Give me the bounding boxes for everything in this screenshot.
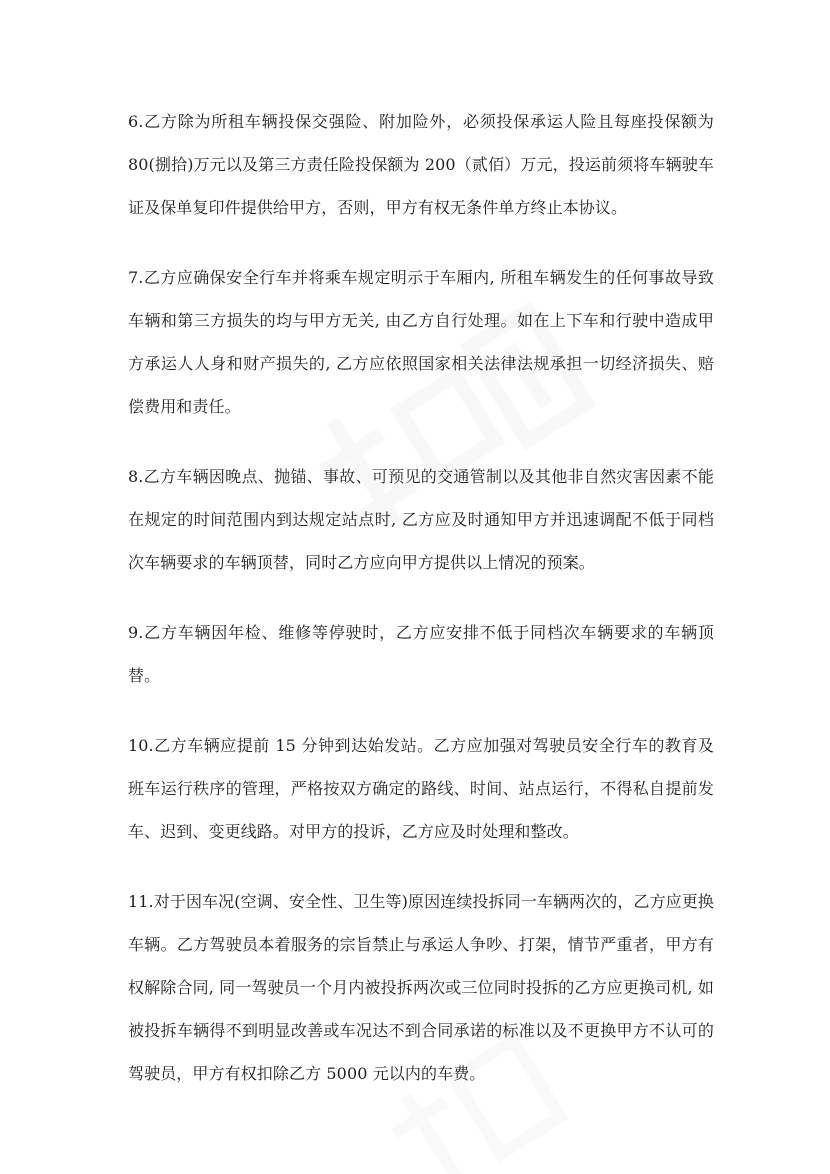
clause-9-paragraph: 9.乙方车辆因年检、维修等停驶时，乙方应安排不低于同档次车辆要求的车辆顶替。 bbox=[128, 623, 714, 685]
clause-6-paragraph: 6.乙方除为所租车辆投保交强险、附加险外，必须投保承运人险且每座投保额为80(捌拾)万元以及第三方责任险投保额为 200（贰佰）万元，投运前须将车辆驶车证及保单复印件提供给甲方，否则，甲方有权无条件单方终止本协议。 bbox=[128, 112, 714, 217]
document-body bbox=[128, 100, 714, 1122]
clause-11-paragraph: 11.对于因车况(空调、安全性、卫生等)原因连续投拆同一车辆两次的，乙方应更换车辆。乙方驾驶员本着服务的宗旨禁止与承运人争吵、打架，情节严重者，甲方有权解除合同, 同一驾驶员一个月内被投拆两次或三位同时投拆的乙方应更换司机, 如被投拆车辆得不到明显改善或车况达不到合同承诺的标准以及不更换甲方不认可的驾驶员，甲方有权扣除乙方 5000 元以内的车费。 bbox=[128, 892, 714, 1083]
clause-8-paragraph: 8.乙方车辆因晚点、抛锚、事故、可预见的交通管制以及其他非自然灾害因素不能在规定的时间范围内到达规定站点时, 乙方应及时通知甲方并迅速调配不低于同档次车辆要求的车辆顶替，同时乙方应向甲方提供以上情况的预案。 bbox=[128, 467, 714, 572]
clause-10-paragraph: 10.乙方车辆应提前 15 分钟到达始发站。乙方应加强对驾驶员安全行车的教育及班车运行秩序的管理，严格按双方确定的路线、时间、站点运行，不得私自提前发车、迟到、变更线路。对甲方的投诉，乙方应及时处理和整改。 bbox=[128, 736, 714, 841]
clause-7-paragraph: 7.乙方应确保安全行车并将乘车规定明示于车厢内, 所租车辆发生的任何事故导致车辆和第三方损失的均与甲方无关, 由乙方自行处理。如在上下车和行驶中造成甲方承运人人身和财产损失的, 乙方应依照国家相关法律法规承担一切经济损失、赔偿费用和责任。 bbox=[128, 268, 714, 416]
